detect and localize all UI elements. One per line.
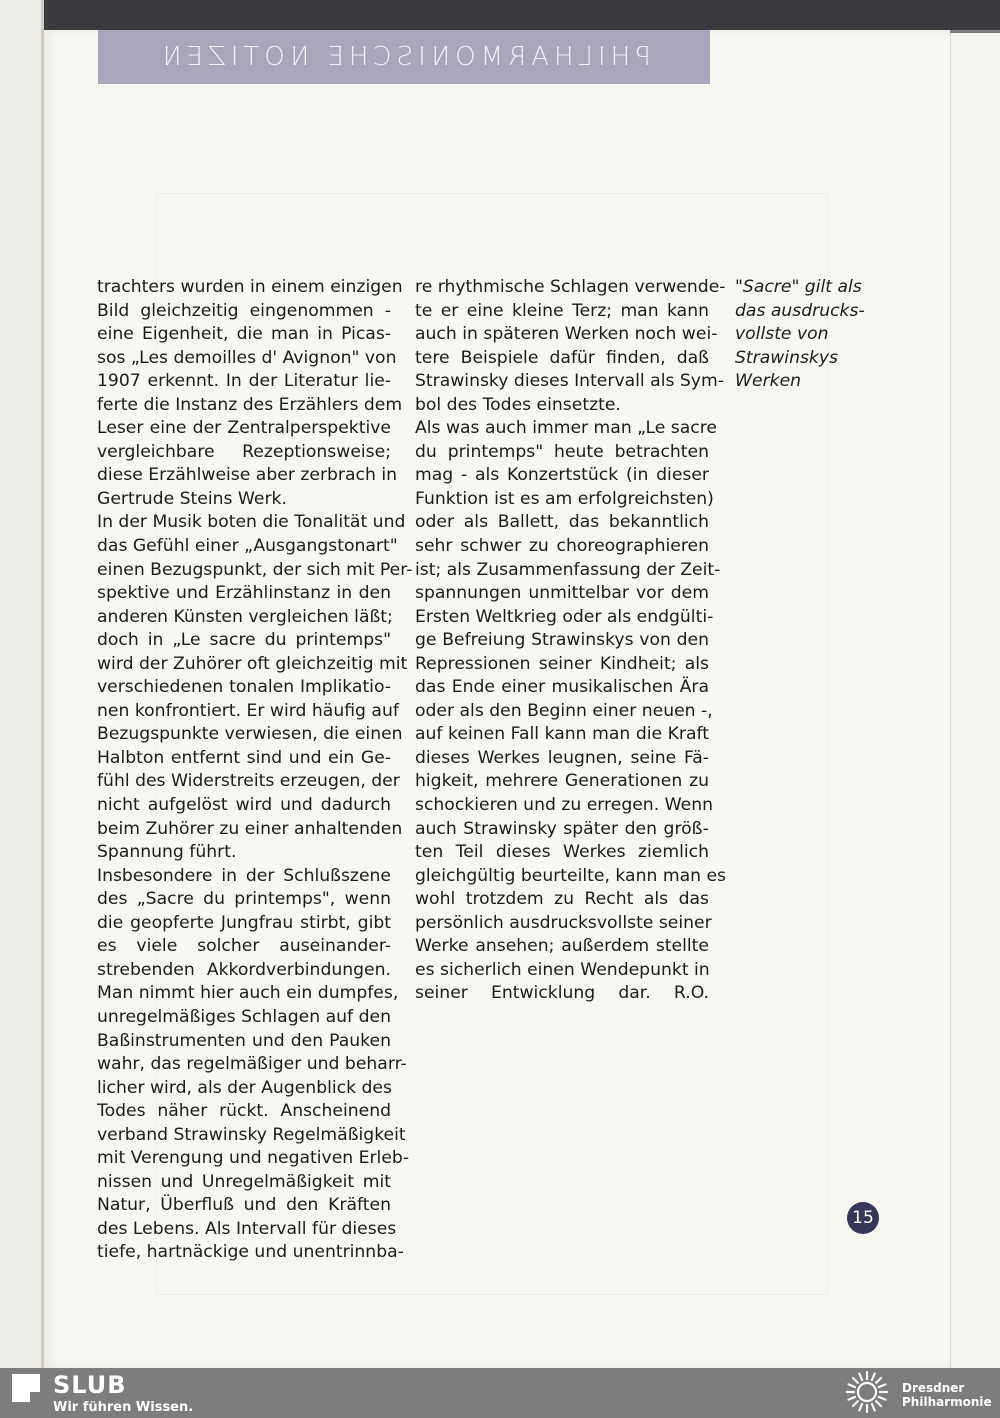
text-line: Man nimmt hier auch ein dumpfes, <box>97 983 399 1004</box>
text-line: eine Eigenheit, die man in Picas- <box>97 324 391 345</box>
philharmonie-sun-logo-icon[interactable] <box>842 1369 892 1415</box>
text-line: verschiedenen tonalen Implikatio- <box>97 677 391 698</box>
text-line: Leser eine der Zentralperspektive <box>97 418 391 439</box>
running-header-title: PHILHARMONISCHE NOTIZEN <box>157 42 651 72</box>
text-line: das Gefühl einer „Ausgangstonart" <box>97 536 398 557</box>
sun-ray <box>872 1404 875 1410</box>
text-line: spektive und Erzählinstanz in den <box>97 583 391 604</box>
text-line: higkeit, mehrere Generationen zu <box>415 771 709 792</box>
text-line: des Lebens. Als Intervall für dieses <box>97 1218 397 1239</box>
slub-logo-icon[interactable] <box>12 1374 40 1402</box>
text-line: fühl des Widerstreits erzeugen, der <box>97 771 400 792</box>
text-line: Bezugspunkte verwiesen, die einen <box>97 724 403 745</box>
text-line: ist; als Zusammenfassung der Zeit- <box>415 559 721 580</box>
text-line: Spannung führt. <box>97 842 237 863</box>
sun-ray <box>859 1404 862 1410</box>
text-line: die geopferte Jungfrau stirbt, gibt <box>97 912 391 933</box>
text-line: dieses Werkes leugnen, seine Fä- <box>415 747 709 768</box>
sun-ray <box>849 1384 855 1387</box>
partner-name-line2: Philharmonie <box>902 1395 992 1409</box>
text-line: licher wird, als der Augenblick des <box>97 1077 392 1098</box>
text-line: vergleichbare Rezeptionsweise; <box>97 441 391 462</box>
text-line: ge Befreiung Strawinskys von den <box>415 630 709 651</box>
text-line: das Ende einer musikalischen Ära <box>415 677 709 698</box>
sun-ray <box>876 1401 881 1406</box>
text-line: einen Bezugspunkt, der sich mit Per- <box>97 559 413 580</box>
sun-ray <box>872 1374 875 1380</box>
text-line: spannungen unmittelbar vor dem <box>415 583 709 604</box>
text-line: Gertrude Steins Werk. <box>97 488 287 509</box>
text-line: Halbton entfernt sind und ein Ge- <box>97 747 391 768</box>
text-line: Funktion ist es am erfolgreichsten) <box>415 488 714 509</box>
sun-ray <box>853 1378 858 1383</box>
text-line: sos „Les demoilles d' Avignon" von <box>97 347 397 368</box>
text-line: Ersten Weltkrieg oder als endgülti- <box>415 606 714 627</box>
text-line: 1907 erkennt. In der Literatur lie- <box>97 371 391 392</box>
sun-ray <box>853 1401 858 1406</box>
scan-top-border <box>44 0 1000 30</box>
text-line: beim Zuhörer zu einer anhaltenden <box>97 818 403 839</box>
text-line: mit Verengung und negativen Erleb- <box>97 1148 410 1169</box>
margin-note-line: vollste von <box>735 324 829 345</box>
text-line: Strawinsky dieses Intervall als Sym- <box>415 371 724 392</box>
sun-ray <box>859 1374 862 1380</box>
page-number-badge: 15 <box>847 1202 879 1234</box>
text-line: tiefe, hartnäckige und unentrinnba- <box>97 1242 404 1263</box>
text-line: sehr schwer zu choreographieren <box>415 536 709 557</box>
margin-note-line: Strawinskys <box>735 347 839 368</box>
text-line: auf keinen Fall kann man die Kraft <box>415 724 709 745</box>
text-column-left <box>97 276 413 1265</box>
text-line: du printemps" heute betrachten <box>415 441 709 462</box>
library-tagline: Wir führen Wissen. <box>53 1400 194 1415</box>
partner-name[interactable] <box>902 1381 992 1409</box>
text-line: gleichgültig beurteilte, kann man es <box>415 865 726 886</box>
margin-note-line: "Sacre" gilt als <box>735 277 862 297</box>
text-line: ten Teil dieses Werkes ziemlich <box>415 842 709 863</box>
text-line: es viele solcher auseinander- <box>97 936 391 957</box>
text-line: verband Strawinsky Regelmäßigkeit <box>97 1124 406 1145</box>
text-line: diese Erzählweise aber zerbrach in <box>97 465 397 486</box>
library-name[interactable]: SLUB <box>53 1371 127 1399</box>
margin-note-line: das ausdrucks- <box>735 300 865 321</box>
text-line: oder als Ballett, das bekanntlich <box>415 512 709 533</box>
text-line: Baßinstrumenten und den Pauken <box>97 1030 391 1051</box>
text-line: Repressionen seiner Kindheit; als <box>415 653 709 674</box>
text-line: unregelmäßiges Schlagen auf den <box>97 1006 391 1027</box>
text-line: te er eine kleine Terz; man kann <box>415 300 709 321</box>
sun-ray <box>879 1397 885 1400</box>
text-line: ferte die Instanz des Erzählers dem <box>97 394 403 415</box>
text-line: auch in späteren Werken noch wei- <box>415 324 718 345</box>
text-line: wahr, das regelmäßiger und beharr- <box>97 1054 407 1075</box>
text-line: anderen Künsten vergleichen läßt; <box>97 606 393 627</box>
running-header <box>98 30 710 84</box>
text-line: nicht aufgelöst wird und dadurch <box>97 795 391 816</box>
text-line: In der Musik boten die Tonalität und <box>97 512 406 533</box>
text-line: tere Beispiele dafür finden, daß <box>415 347 709 368</box>
text-line: schockieren und zu erregen. Wenn <box>415 795 713 816</box>
text-line: mag - als Konzertstück (in dieser <box>415 465 709 486</box>
text-line: es sicherlich einen Wendepunkt in <box>415 959 710 980</box>
sun-ray <box>879 1384 885 1387</box>
text-line: doch in „Le sacre du printemps" <box>97 630 391 651</box>
text-line: bol des Todes einsetzte. <box>415 394 621 415</box>
text-line: re rhythmische Schlagen verwende- <box>415 277 726 297</box>
text-column-right <box>415 276 726 1006</box>
text-line: Als was auch immer man „Le sacre <box>415 418 717 439</box>
partner-name-line1: Dresdner <box>902 1381 965 1395</box>
margin-note-line: Werken <box>735 371 802 392</box>
text-line: nen konfrontiert. Er wird häufig auf <box>97 700 399 721</box>
text-line: persönlich ausdrucksvollste seiner <box>415 912 712 933</box>
text-line: trachters wurden in einem einzigen <box>97 277 403 297</box>
next-page-edge <box>950 33 1000 1368</box>
margin-note <box>735 276 875 394</box>
previous-page-edge <box>0 0 44 1368</box>
text-line: wohl trotzdem zu Recht als das <box>415 889 709 910</box>
text-line: strebenden Akkordverbindungen. <box>97 959 391 980</box>
sun-ray <box>849 1397 855 1400</box>
text-line: Insbesondere in der Schlußszene <box>97 865 391 886</box>
text-line: auch Strawinsky später den größ- <box>415 818 709 839</box>
text-line: Todes näher rückt. Anscheinend <box>97 1101 391 1122</box>
text-line: wird der Zuhörer oft gleichzeitig mit <box>97 653 408 674</box>
text-line: oder als den Beginn einer neuen -, <box>415 700 713 721</box>
sun-ray <box>876 1378 881 1383</box>
text-line: nissen und Unregelmäßigkeit mit <box>97 1171 391 1192</box>
text-line: Bild gleichzeitig eingenommen - <box>97 300 391 321</box>
text-line: Natur, Überfluß und den Kräften <box>97 1195 391 1216</box>
text-line: des „Sacre du printemps", wenn <box>97 889 391 910</box>
text-line: Werke ansehen; außerdem stellte <box>415 936 709 957</box>
text-line: seiner Entwicklung dar. R.O. <box>415 983 709 1004</box>
